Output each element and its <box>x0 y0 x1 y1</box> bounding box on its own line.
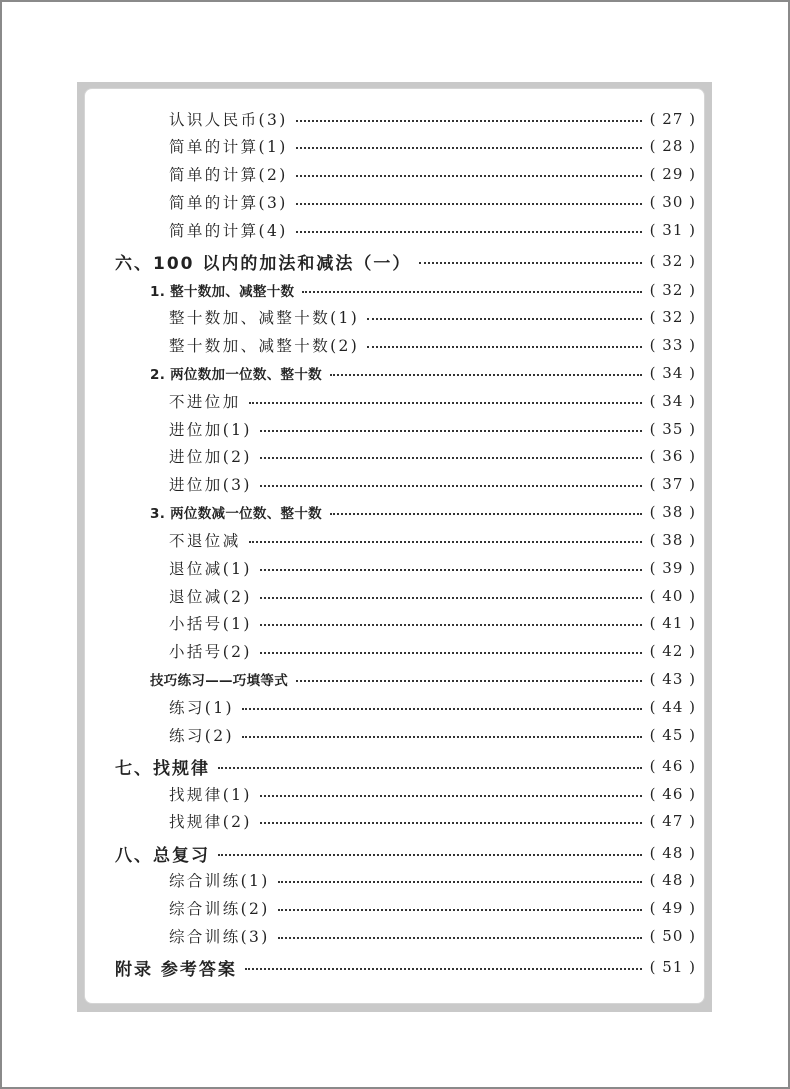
toc-page-number: ( 32 ) <box>649 281 696 299</box>
toc-title: 认识人民币(3) <box>169 111 288 129</box>
toc-row[interactable] <box>169 923 696 949</box>
dot-leader <box>260 795 642 797</box>
dot-leader <box>242 736 642 738</box>
dot-leader <box>296 120 642 122</box>
toc-page-number: ( 38 ) <box>649 531 696 549</box>
toc-title: 简单的计算(3) <box>169 194 288 212</box>
toc-title: 退位减(2) <box>169 588 252 606</box>
toc-title: 整十数加、减整十数(2) <box>169 337 360 355</box>
toc-row[interactable] <box>169 161 696 187</box>
toc-chapter-row[interactable] <box>115 248 696 274</box>
dot-leader <box>249 402 642 404</box>
dot-leader <box>260 652 642 654</box>
toc-page-number: ( 47 ) <box>649 812 696 830</box>
toc-row[interactable] <box>169 638 696 664</box>
toc-page-number: ( 46 ) <box>649 785 696 803</box>
dot-leader <box>278 937 642 939</box>
toc-page-number: ( 38 ) <box>649 503 696 521</box>
toc-page-number: ( 48 ) <box>649 871 696 889</box>
dot-leader <box>260 485 642 487</box>
toc-title: 练习(1) <box>169 699 234 717</box>
toc-page-number: ( 45 ) <box>649 726 696 744</box>
dot-leader <box>296 203 642 205</box>
dot-leader <box>260 569 642 571</box>
dot-leader <box>260 822 642 824</box>
toc-title: 不进位加 <box>169 393 241 411</box>
toc-row[interactable] <box>169 895 696 921</box>
toc-page-number: ( 40 ) <box>649 587 696 605</box>
chapter-title: 七、找规律 <box>115 758 210 779</box>
toc-row[interactable] <box>169 106 696 132</box>
toc-chapter-row[interactable] <box>115 954 696 980</box>
toc-page-number: ( 42 ) <box>649 642 696 660</box>
dot-leader <box>296 147 642 149</box>
dot-leader <box>245 968 642 970</box>
toc-title: 进位加(3) <box>169 476 252 494</box>
toc-row[interactable] <box>169 610 696 636</box>
dot-leader <box>367 318 641 320</box>
toc-row[interactable] <box>169 443 696 469</box>
toc-page-number: ( 33 ) <box>649 336 696 354</box>
dot-leader <box>367 346 641 348</box>
dot-leader <box>296 231 642 233</box>
toc-title: 小括号(2) <box>169 643 252 661</box>
toc-section-row[interactable] <box>150 277 696 303</box>
dot-leader <box>302 291 641 293</box>
toc-page-number: ( 50 ) <box>649 927 696 945</box>
toc-title: 不退位减 <box>169 532 241 550</box>
toc-row[interactable] <box>169 694 696 720</box>
toc-title: 简单的计算(2) <box>169 166 288 184</box>
toc-row[interactable] <box>169 471 696 497</box>
toc-title: 综合训练(1) <box>169 872 270 890</box>
toc-section-row[interactable] <box>150 360 696 386</box>
toc-title: 退位减(1) <box>169 560 252 578</box>
dot-leader <box>218 854 642 856</box>
section-title: 3. 两位数减一位数、整十数 <box>150 506 322 522</box>
dot-leader <box>249 541 642 543</box>
dot-leader <box>242 708 642 710</box>
toc-row[interactable] <box>169 217 696 243</box>
section-title: 技巧练习——巧填等式 <box>150 673 288 689</box>
toc-row[interactable] <box>169 583 696 609</box>
toc-page-number: ( 28 ) <box>649 137 696 155</box>
dot-leader <box>296 680 642 682</box>
toc-page-number: ( 39 ) <box>649 559 696 577</box>
toc-title: 找规律(1) <box>169 786 252 804</box>
toc-page-number: ( 29 ) <box>649 165 696 183</box>
toc-page-number: ( 43 ) <box>649 670 696 688</box>
dot-leader <box>260 597 642 599</box>
toc-title: 进位加(1) <box>169 421 252 439</box>
toc-page-number: ( 30 ) <box>649 193 696 211</box>
chapter-title: 附录 参考答案 <box>115 959 237 980</box>
toc-page-number: ( 32 ) <box>649 308 696 326</box>
chapter-title: 八、总复习 <box>115 845 210 866</box>
dot-leader <box>419 262 641 264</box>
toc-row[interactable] <box>169 867 696 893</box>
toc-page-number: ( 31 ) <box>649 221 696 239</box>
section-title: 2. 两位数加一位数、整十数 <box>150 367 322 383</box>
toc-row[interactable] <box>169 781 696 807</box>
dot-leader <box>260 430 642 432</box>
toc-chapter-row[interactable] <box>115 753 696 779</box>
toc-page-number: ( 34 ) <box>649 392 696 410</box>
toc-row[interactable] <box>169 527 696 553</box>
dot-leader <box>260 624 642 626</box>
toc-page-number: ( 35 ) <box>649 420 696 438</box>
toc-page-number: ( 36 ) <box>649 447 696 465</box>
dot-leader <box>330 374 642 376</box>
toc-row[interactable] <box>169 722 696 748</box>
section-title: 1. 整十数加、减整十数 <box>150 284 295 300</box>
toc-page-number: ( 46 ) <box>649 757 696 775</box>
toc-page-number: ( 48 ) <box>649 844 696 862</box>
dot-leader <box>218 767 642 769</box>
toc-title: 综合训练(3) <box>169 928 270 946</box>
toc-page-number: ( 27 ) <box>649 110 696 128</box>
chapter-title: 六、100 以内的加法和减法（一） <box>115 253 412 274</box>
dot-leader <box>330 513 642 515</box>
toc-section-row[interactable] <box>150 666 696 692</box>
toc-page-number: ( 37 ) <box>649 475 696 493</box>
toc-title: 综合训练(2) <box>169 900 270 918</box>
toc-page-number: ( 44 ) <box>649 698 696 716</box>
toc-section-row[interactable] <box>150 499 696 525</box>
dot-leader <box>278 909 642 911</box>
toc-title: 找规律(2) <box>169 813 252 831</box>
toc-row[interactable] <box>169 332 696 358</box>
toc-row[interactable] <box>169 416 696 442</box>
toc-page-number: ( 41 ) <box>649 614 696 632</box>
toc-row[interactable] <box>169 133 696 159</box>
toc-row[interactable] <box>169 808 696 834</box>
toc-page-number: ( 51 ) <box>649 958 696 976</box>
toc-chapter-row[interactable] <box>115 840 696 866</box>
toc-title: 简单的计算(4) <box>169 222 288 240</box>
dot-leader <box>260 457 642 459</box>
toc-title: 进位加(2) <box>169 448 252 466</box>
toc-page-number: ( 34 ) <box>649 364 696 382</box>
dot-leader <box>278 881 642 883</box>
toc-title: 简单的计算(1) <box>169 138 288 156</box>
toc-page-number: ( 49 ) <box>649 899 696 917</box>
toc-row[interactable] <box>169 189 696 215</box>
toc-title: 练习(2) <box>169 727 234 745</box>
toc-row[interactable] <box>169 304 696 330</box>
toc-title: 整十数加、减整十数(1) <box>169 309 360 327</box>
toc-title: 小括号(1) <box>169 615 252 633</box>
toc-row[interactable] <box>169 388 696 414</box>
dot-leader <box>296 175 642 177</box>
toc-page-number: ( 32 ) <box>649 252 696 270</box>
toc-row[interactable] <box>169 555 696 581</box>
